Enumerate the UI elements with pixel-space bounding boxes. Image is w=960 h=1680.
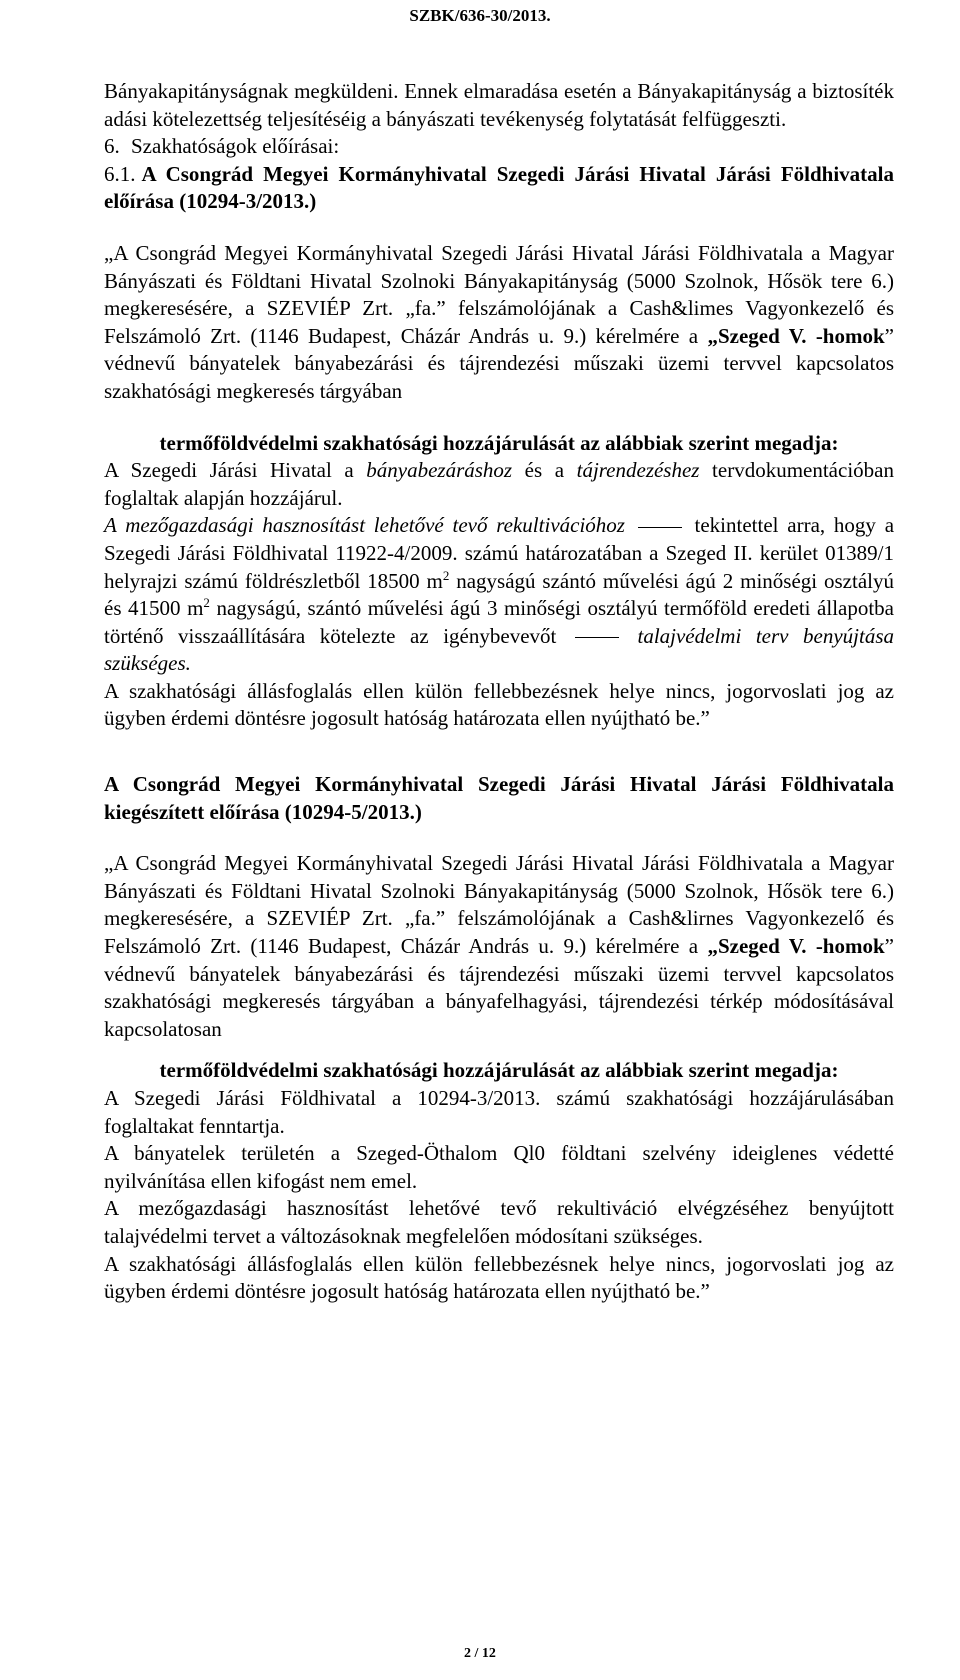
list-number: 6.: [104, 134, 120, 159]
document-reference-header: SZBK/636-30/2013.: [409, 6, 551, 25]
italic-term: tájrendezéshez: [576, 458, 700, 483]
request-text-end: ” védnevű bányatelek bányabezárási és tájrendezési műszaki üzemi tervvel kapcsolatos szakhatósági megkeresés tárgyában a bányafelhagyási, tájrendezési térkép módosításával kapcsolatosan: [104, 934, 894, 1041]
paragraph-consent-1: [104, 457, 894, 512]
paragraph-request-1: [104, 240, 894, 406]
text: A Szegedi Járási Hivatal a: [104, 458, 367, 483]
paragraph-bank-guarantee: Bányakapitányságnak megküldeni. Ennek elmaradása esetén a Bányakapitányság a biztosíték adási kötelezettség teljesítéséig a bányászati tevékenység folytatását felfüggeszti.: [104, 79, 894, 131]
text: tervdokumentációban foglaltak alapján hozzájárul.: [104, 458, 894, 510]
superscript: 2: [203, 595, 210, 611]
list-item-label: Szakhatóságok előírásai:: [131, 134, 340, 159]
request-text: „A Csongrád Megyei Kormányhivatal Szegedi Járási Hivatal Járási Földhivatala a Magyar Bányászati és Földtani Hivatal Szolnoki Bányakapitányság (5000 Szolnok, Hősök tere 6.) megkeresésére, a SZEVIÉP Zrt. „fa.” felszámolójának a Cash&lirnes Vagyonkezelő és Felszámoló Zrt. (1146 Budapest, Cházár András u. 9.) kérelmére a: [104, 851, 894, 959]
italic-term: A mezőgazdasági hasznosítást lehetővé tevő rekultivációhoz: [104, 513, 625, 538]
section-title-text: A Csongrád Megyei Kormányhivatal Szegedi Járási Hivatal Járási Földhivatala előírása (10294-3/2013.): [104, 161, 894, 214]
paragraph-appeal-2: A szakhatósági állásfoglalás ellen külön fellebbezésnek helye nincs, jogorvoslati jog az ügyben érdemi döntésre jogosult hatóság határozata ellen nyújtható be.”: [104, 1251, 894, 1304]
paragraph-appeal-1: A szakhatósági állásfoglalás ellen külön fellebbezésnek helye nincs, jogorvoslati jog az ügyben érdemi döntésre jogosult hatóság határozata ellen nyújtható be.”: [104, 678, 894, 731]
paragraph-geological-section: A bányatelek területén a Szeged-Öthalom Ql0 földtani szelvény ideiglenes védetté nyilvánítása ellen kifogást nem emel.: [104, 1141, 894, 1193]
mine-name: „Szeged V. -homok: [707, 323, 885, 348]
consent-heading-1: termőföldvédelmi szakhatósági hozzájárulását az alábbiak szerint megadja:: [159, 430, 839, 455]
section-number: 6.1.: [104, 161, 136, 186]
italic-term: bányabezáráshoz: [366, 458, 513, 483]
document-body: [104, 78, 894, 1306]
list-item-6: [104, 133, 894, 161]
consent-heading-2: termőföldvédelmi szakhatósági hozzájárulását az alábbiak szerint megadja:: [159, 1058, 839, 1083]
section-title-supplement: A Csongrád Megyei Kormányhivatal Szegedi Járási Hivatal Járási Földhivatala kiegészített előírása (10294-5/2013.): [104, 772, 894, 824]
section-title-6-1: [104, 161, 894, 216]
superscript: 2: [442, 567, 450, 583]
italic-term: talajvédelmi terv benyújtása szükséges.: [104, 623, 895, 676]
page-number: 2 / 12: [464, 1646, 496, 1661]
text: nagyságú, szántó művelési ágú 3 minőségi osztályú termőföld eredeti állapotba történő visszaállítására kötelezte az igénybevevőt: [104, 596, 895, 648]
text: tekintettel arra, hogy a Szegedi Járási Földhivatal 11922-4/2009. számú határozatában a Szeged II. kerület 01389/1 helyrajzi számú földrészletből 18500 m: [104, 513, 895, 593]
text: nagyságú szántó művelési ágú 2 minőségi osztályú és 41500 m: [104, 568, 894, 621]
paragraph-maintain: A Szegedi Járási Földhivatal a 10294-3/2013. számú szakhatósági hozzájárulásában foglaltakat fenntartja.: [104, 1086, 894, 1138]
paragraph-request-2: [104, 850, 894, 1043]
dash: [575, 637, 619, 638]
paragraph-soil-plan: A mezőgazdasági hasznosítást lehetővé tevő rekultiváció elvégzéséhez benyújtott talajvédelmi tervet a változásoknak megfelelően módosítani szükséges.: [104, 1196, 894, 1248]
paragraph-recultivation: [104, 512, 894, 678]
request-text: „A Csongrád Megyei Kormányhivatal Szegedi Járási Hivatal Járási Földhivatala a Magyar Bányászati és Földtani Hivatal Szolnoki Bányakapitányság (5000 Szolnok, Hősök tere 6.) megkeresésére, a SZEVIÉP Zrt. „fa.” felszámolójának a Cash&limes Vagyonkezelő és Felszámoló Zrt. (1146 Budapest, Cházár András u. 9.) kérelmére a: [104, 240, 894, 348]
dash: [638, 527, 682, 528]
request-text-end: ” védnevű bányatelek bányabezárási és tájrendezési műszaki üzemi tervvel kapcsolatos szakhatósági megkeresés tárgyában: [104, 323, 894, 403]
text: és a: [512, 458, 577, 483]
mine-name: „Szeged V. -homok: [707, 934, 885, 959]
